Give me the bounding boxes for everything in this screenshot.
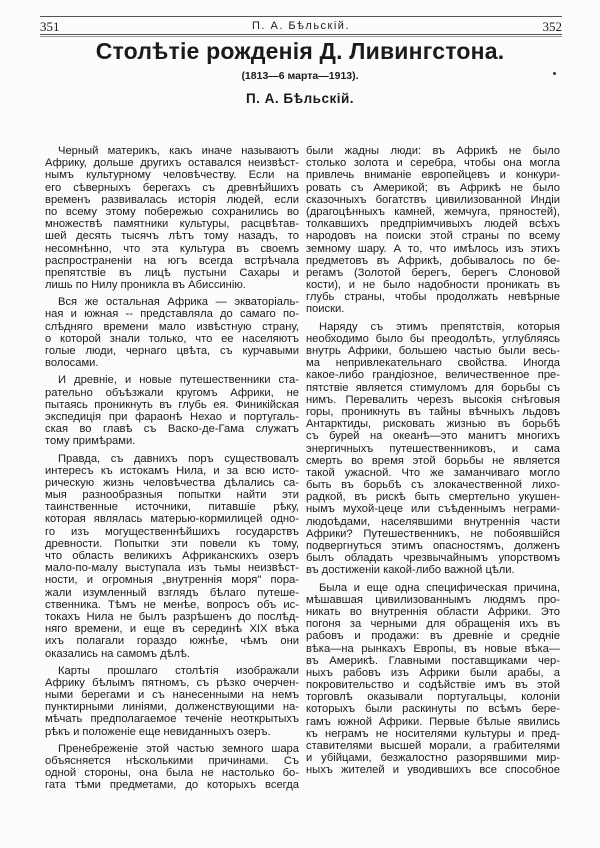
text-line: Антарктиды, рисковать жизнью въ борьбѣ [306, 418, 560, 431]
text-line: предметовъ въ Африкѣ, добывалось по бе- [306, 254, 560, 267]
text-line: и убійцами, безжалостно разорявшими мир- [306, 752, 560, 765]
text-column-right [306, 145, 560, 782]
text-line: шей десять тысячъ лѣтъ тому назадъ, то [45, 230, 299, 243]
running-title: П. А. Бѣльскій. [251, 20, 351, 32]
text-line: смерть во время этой борьбы не является [306, 454, 560, 467]
text-line: волосами. [45, 357, 99, 370]
text-line: ныхъ рабовъ изъ Африки были арабы, а [306, 666, 560, 679]
text-line: въ Америкѣ. Главными поставщиками чер- [306, 654, 560, 667]
text-line: ская во главѣ съ Васко-де-Гама служатъ [45, 423, 299, 436]
article-title: Столѣтіе рожденія Д. Ливингстона. [95, 38, 505, 64]
text-line: мало-по-малу выступала изъ тьмы неизвѣст- [45, 562, 299, 575]
text-line: ихъ полагали гораздо южнѣе, чѣмъ они [45, 635, 299, 648]
text-line: Наряду съ этимъ препятствія, которыя [319, 320, 560, 333]
text-line: временъ развивалась исторія людей, если [45, 193, 299, 206]
text-line: къ неграмъ не носителями культуры и пред- [306, 727, 560, 740]
text-line: горы, проникнуть въ тайны вѣчныхъ льдовъ [306, 405, 560, 418]
text-line: ности, и огромныя „внутреннія моря" пора- [45, 574, 299, 587]
text-line: толкавшихъ предпріимчивыхъ людей всѣхъ [306, 218, 560, 231]
text-line: препятствіе въ лицѣ пустыни Сахары и [45, 266, 299, 279]
paragraph [45, 743, 299, 792]
text-line: гамъ южной Африки. Первые бѣлые явились [306, 715, 560, 728]
text-line: несомнѣнно, что эта культура въ своемъ [45, 242, 299, 255]
header-top-rule [40, 16, 562, 17]
print-speck [553, 72, 556, 75]
text-line: которыхъ были раскинуты по всѣмъ бере- [306, 703, 560, 716]
text-line: Африку, дольше другихъ оставался неизвѣст- [45, 157, 299, 170]
text-line: одной стороны, она была не настолько бо- [45, 767, 299, 780]
text-line: жали изумленный взглядъ бѣлаго путеше- [45, 586, 299, 599]
text-line: его сѣверныхъ берегахъ съ древнѣйшихъ [45, 181, 299, 194]
paragraph [45, 296, 299, 369]
text-line: нымъ мухой-цеце или съѣденнымъ неграми- [306, 503, 560, 516]
text-line: ныхъ жителей и уводившихъ все способное [306, 764, 560, 777]
text-line: никать во внутреннія области Африки. Это [306, 605, 560, 618]
text-line: вѣка—на рынкахъ Европы, въ новые вѣка— [306, 642, 560, 655]
text-line: экспедиція при фараонѣ Нехао и португаль- [45, 410, 299, 423]
text-line: рабовъ и продажи: въ древніе и средніе [306, 630, 560, 643]
text-line: интересъ къ истокамъ Нила, и за всю исто- [45, 464, 299, 477]
text-line: Африки? Путешественникъ, не побоявшійся [306, 527, 560, 540]
text-line: объясняется нѣсколькими причинами. Съ [45, 755, 299, 767]
paragraph [306, 321, 560, 577]
text-line: лишь по Нилу проникла въ Абиссинію. [45, 279, 246, 292]
text-line: подвергнуться этимъ опасностямъ, долженъ [306, 540, 560, 552]
text-line: кости), и не было надобности проникать въ [306, 279, 560, 292]
text-line: древности. Попытки эти повели къ тому, [45, 537, 299, 550]
text-line: слѣдняго времени мало извѣстную страну, [45, 320, 299, 333]
text-line: поиски. [306, 303, 345, 316]
header-bottom-rule [40, 34, 562, 35]
text-line: Вся же остальная Африка — экваторіаль- [58, 296, 299, 309]
text-line: пытаясь проникнуть въ глубь ея. Финикійская [45, 398, 299, 411]
text-line: ровать съ Америкой; въ Африкѣ не было [306, 181, 560, 194]
text-line: людоѣдами, населявшими внутреннія части [306, 515, 560, 528]
text-line: внутрь Африки, большею частью были весь- [306, 345, 560, 357]
text-line: быть въ борьбѣ съ злокачественной лихо- [306, 479, 560, 492]
text-line: по всему этому побережью сохранились во [45, 205, 299, 218]
text-line: Правда, съ давнихъ поръ существовалъ [58, 452, 299, 465]
text-line: пунктирными линіями, долженствующими на- [45, 701, 299, 714]
text-line: (драгоцѣнныхъ камней, жемчуга, пряностей), [306, 205, 560, 218]
paragraph [45, 453, 299, 660]
paragraph [45, 374, 299, 447]
text-line: ма непривлекательнаго свойства. Иногда [306, 357, 560, 370]
text-column-left [45, 145, 299, 797]
running-header [40, 19, 562, 33]
page-number-left: 351 [40, 19, 60, 34]
text-line: покровительство и содѣйствіе имъ въ этой [306, 679, 560, 692]
text-line: рѣкъ и положеніе еще невиданныхъ озеръ. [45, 725, 271, 738]
text-line: голые люди, чернаго цвѣта, съ курчавыми [45, 345, 299, 357]
text-line: рательно объѣзжали кругомъ Африки, не [45, 386, 299, 399]
text-line: распространеніи на югъ всегда встрѣчала [45, 254, 299, 267]
text-line: о которой знали только, что ее населяютъ [45, 332, 299, 345]
text-line: мѣшавшая цивилизованнымъ людямъ про- [306, 593, 560, 606]
paragraph [306, 582, 560, 777]
article-dates: (1813—6 марта—1913). [241, 70, 359, 82]
paragraph [45, 665, 299, 738]
text-line: какое-либо грандіозное, величественное пре- [306, 369, 560, 382]
text-line: были жадны люди: въ Африкѣ не было [306, 145, 560, 157]
page-number-right: 352 [542, 19, 562, 34]
text-line: мѣчать предполагаемое теченіе неоткрытыхъ [45, 713, 299, 726]
text-line: ставителями высшей морали, а грабителями [306, 740, 560, 752]
text-line: народовъ на поиски этой страны по всему [306, 230, 560, 243]
text-line: Африку бѣлымъ пятномъ, съ рѣзко очерчен- [45, 676, 299, 689]
text-line: энергичныхъ путешественниковъ, и сама [306, 442, 560, 455]
text-line: оказались на самомъ дѣлѣ. [45, 647, 191, 660]
text-line: ная и южная -- представляла до самаго по- [45, 308, 299, 321]
article-author: П. А. Бѣльскій. [245, 91, 355, 106]
text-line: съ бурей на океанѣ—это манитъ многихъ [306, 430, 560, 443]
text-line: необходимо было бы преодолѣть, углубляясь [306, 332, 560, 345]
text-line: нимъ. Перевалить черезъ высокія снѣговыя [306, 393, 560, 406]
text-line: былъ обладать чрезвычайнымъ упорствомъ [306, 552, 560, 565]
text-line: таинственные источники, питавшіе рѣку, [45, 501, 299, 514]
text-line: ными берегами и съ нанесенными на немъ [45, 689, 299, 702]
text-line: земному шару. А то, что имѣлось изъ этихъ [306, 242, 560, 255]
text-line: глубь страны, чтобы продолжать невѣрные [306, 291, 560, 304]
header-bottom-rule-2 [40, 36, 562, 37]
text-line: привлечь вниманіе европейцевъ и конкури- [306, 169, 560, 182]
text-line: гата тѣми предметами, до которыхъ всегда [45, 779, 299, 792]
text-line: Карты прошлаго столѣтія изображали [58, 664, 299, 677]
text-line: въ достиженіи какой-либо важной цѣли. [306, 564, 515, 577]
text-line: мыя разнообразныя попытки найти эти [45, 489, 299, 502]
text-line: которая являлась матерью-кормилицей одно- [45, 513, 299, 526]
text-line: столько золота и серебра, чтобы она могла [306, 157, 560, 170]
text-line: Была и еще одна специфическая причина, [319, 581, 560, 594]
text-line: торговлѣ оказывали португальцы, колоніи [306, 691, 560, 704]
text-line: нымъ культурному человѣчеству. Если на [45, 169, 299, 182]
text-line: няго времени, и еще въ серединѣ XIX вѣка [45, 623, 299, 636]
text-line: что область великихъ Африканскихъ озеръ [45, 550, 299, 562]
text-line: такой ужасной. Что же заманчиваго могло [306, 466, 560, 479]
text-line: И древніе, и новые путешественники ста- [58, 374, 299, 387]
text-line: Пренебреженіе этой частью земного шара [58, 742, 299, 755]
text-line: тому примѣрами. [45, 435, 136, 448]
text-line: пятствіе является стимуломъ для борьбы съ [306, 381, 560, 394]
paragraph [306, 145, 560, 316]
text-line: погоня за черными для обращенія ихъ въ [306, 618, 560, 631]
text-line: го изъ могущественнѣйшихъ государствъ [45, 525, 299, 538]
text-line: Черный материкъ, какъ иначе называютъ [58, 145, 299, 157]
text-line: ственника. Тѣмъ не менѣе, вопросъ объ ис- [45, 598, 299, 611]
paragraph [45, 145, 299, 291]
text-line: сказочныхъ богатствъ цивилизованной Индіи [306, 193, 560, 206]
text-line: токахъ Нила не былъ разрѣшенъ до послѣд- [45, 610, 299, 623]
text-line: регамъ (Золотой берегъ, берегъ Слоновой [306, 266, 560, 279]
text-line: рическую жизнь человѣчества дѣлались са- [45, 476, 299, 489]
text-line: радкой, въ рискѣ быть смертельно укушен- [306, 491, 560, 504]
text-line: множествѣ памятники культуры, расцвѣтав- [45, 218, 299, 231]
